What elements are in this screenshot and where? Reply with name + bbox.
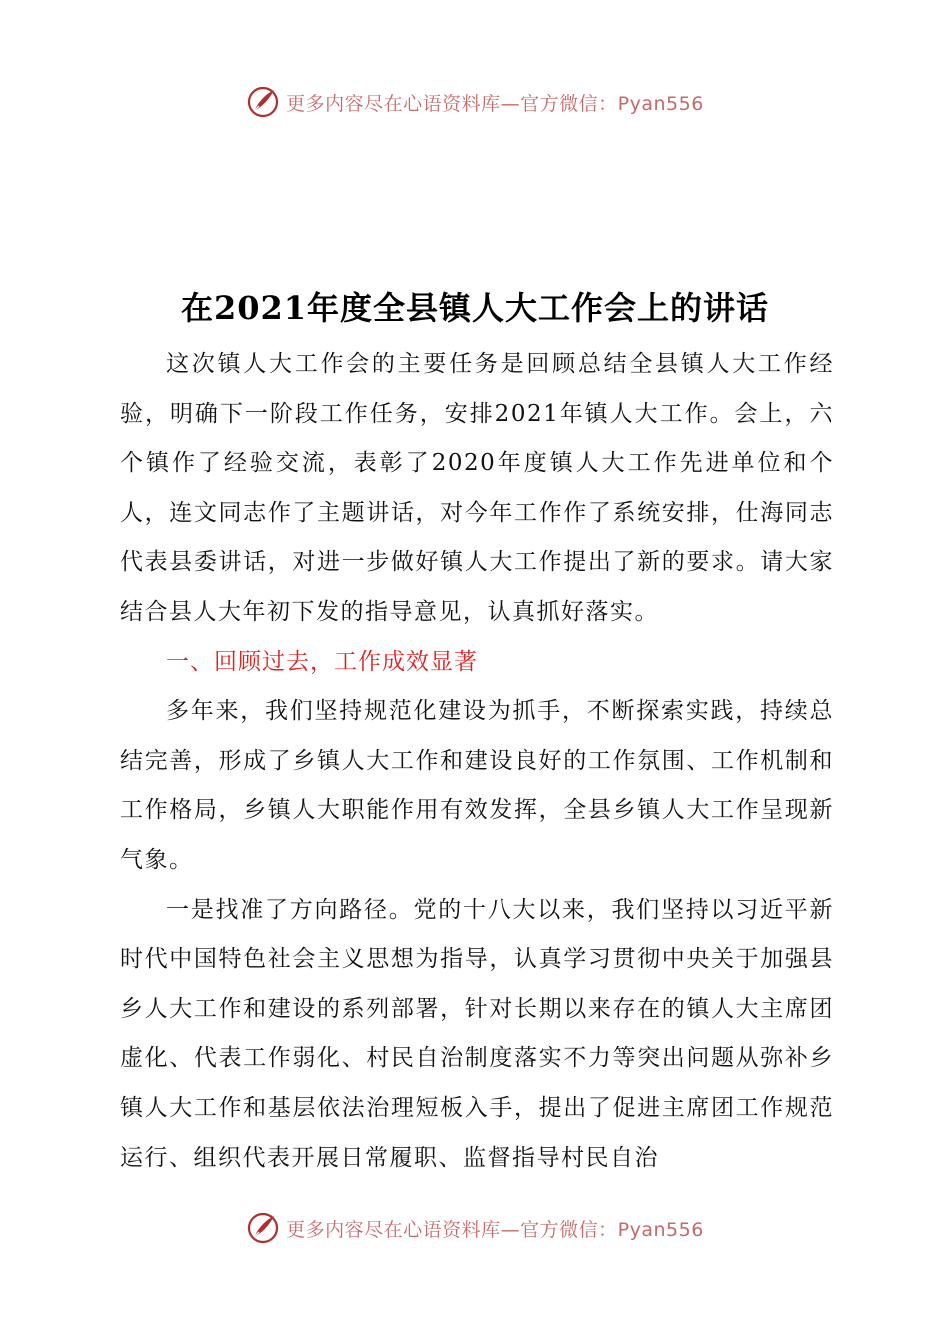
watermark-text: 更多内容尽在心语资料库—官方微信：Pyan556 [286,1218,704,1241]
document-title: 在2021年度全县镇人大工作会上的讲话 [180,289,770,328]
section-heading: 一、回顾过去，工作成效显著 [166,648,478,675]
watermark-text: 更多内容尽在心语资料库—官方微信：Pyan556 [286,92,704,115]
document-body [120,340,834,1183]
watermark-footer [0,1208,950,1248]
section-paragraph: 一是找准了方向路径。党的十八大以来，我们坚持以习近平新时代中国特色社会主义思想为指导，认真学习贯彻中央关于加强县乡人大工作和建设的系列部署，针对长期以来存在的镇人大主席团虚化、代表工作弱化、村民自治制度落实不力等突出问题从弥补乡镇人大工作和基层依法治理短板入手，提出了促进主席团工作规范运行、组织代表开展日常履职、监督指导村民自治 [120,896,834,1171]
watermark-header [0,82,950,122]
quill-pen-logo-icon [246,85,280,119]
quill-pen-logo-icon [246,1211,280,1245]
intro-paragraph: 这次镇人大工作会的主要任务是回顾总结全县镇人大工作经验，明确下一阶段工作任务，安排2021年镇人大工作。会上，六个镇作了经验交流，表彰了2020年度镇人大工作先进单位和个人，连文同志作了主题讲话，对今年工作作了系统安排，仕海同志代表县委讲话，对进一步做好镇人大工作提出了新的要求。请大家结合县人大年初下发的指导意见，认真抓好落实。 [120,351,834,625]
section-paragraph: 多年来，我们坚持规范化建设为抓手，不断探索实践，持续总结完善，形成了乡镇人大工作和建设良好的工作氛围、工作机制和工作格局，乡镇人大职能作用有效发挥，全县乡镇人大工作呈现新气象。 [120,698,834,873]
